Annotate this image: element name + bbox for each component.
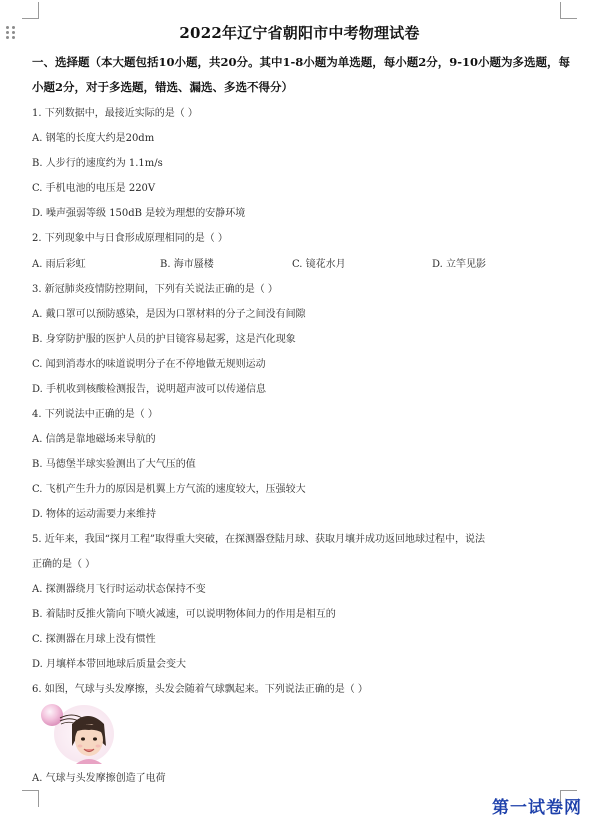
question-4-option-b: B. 马德堡半球实验测出了大气压的值 — [32, 459, 196, 470]
question-2-option-c: C. 镜花水月 — [292, 259, 346, 270]
question-4-stem: 4. 下列说法中正确的是（ ） — [32, 409, 158, 420]
watermark-logo: 第一试卷网 — [492, 798, 582, 818]
question-4-option-c: C. 飞机产生升力的原因是机翼上方气流的速度较大，压强较大 — [32, 484, 306, 495]
question-5-option-d: D. 月壤样本带回地球后质量会变大 — [32, 659, 187, 670]
question-4-option-a: A. 信鸽是靠地磁场来导航的 — [32, 434, 156, 445]
question-1-option-b: B. 人步行的速度约为 1.1m/s — [32, 158, 163, 169]
question-6-stem: 6. 如图，气球与头发摩擦，头发会随着气球飘起来。下列说法正确的是（ ） — [32, 684, 368, 695]
question-5-option-b: B. 着陆时反推火箭向下喷火减速，可以说明物体间力的作用是相互的 — [32, 609, 336, 620]
question-2-option-b: B. 海市蜃楼 — [160, 259, 214, 270]
question-6-option-a: A. 气球与头发摩擦创造了电荷 — [32, 773, 166, 784]
question-5-option-c: C. 探测器在月球上没有惯性 — [32, 634, 156, 645]
corner-mark-bottom-left — [22, 790, 39, 807]
question-3-option-a: A. 戴口罩可以预防感染，是因为口罩材料的分子之间没有间隙 — [32, 309, 306, 320]
question-1-stem: 1. 下列数据中，最接近实际的是（ ） — [32, 108, 198, 119]
question-4-option-d: D. 物体的运动需要力来维持 — [32, 509, 157, 520]
question-1-option-a: A. 钢笔的长度大约是20dm — [32, 133, 155, 144]
page-title: 2022年辽宁省朝阳市中考物理试卷 — [179, 24, 420, 42]
question-1-option-c: C. 手机电池的电压是 220V — [32, 183, 156, 194]
question-1-option-d: D. 噪声强弱等级 150dB 是较为理想的安静环境 — [32, 208, 246, 219]
question-3-option-d: D. 手机收到核酸检测报告，说明超声波可以传递信息 — [32, 384, 267, 395]
question-2-stem: 2. 下列现象中与日食形成原理相同的是（ ） — [32, 233, 228, 244]
question-5-stem-line-1: 5. 近年来，我国“探月工程”取得重大突破，在探测器登陆月球、获取月壤并成功返回地球过程中，说法 — [32, 534, 485, 545]
question-2-option-a: A. 雨后彩虹 — [32, 259, 86, 270]
question-3-option-c: C. 闻到消毒水的味道说明分子在不停地做无规则运动 — [32, 359, 266, 370]
corner-mark-top-left — [22, 2, 39, 19]
balloon-hair-illustration — [38, 702, 116, 764]
question-5-stem-line-2: 正确的是（ ） — [32, 559, 96, 570]
section-heading: 一、选择题（本大题包括10小题，共20分。其中1-8小题为单选题，每小题2分，9-10小题为多选题，每小题2分，对于多选题，错选、漏选、多选不得分） — [32, 55, 571, 94]
question-3-stem: 3. 新冠肺炎疫情防控期间，下列有关说法正确的是（ ） — [32, 284, 278, 295]
question-5-option-a: A. 探测器绕月飞行时运动状态保持不变 — [32, 584, 206, 595]
question-2-option-d: D. 立竿见影 — [432, 259, 487, 270]
question-3-option-b: B. 身穿防护服的医护人员的护目镜容易起雾，这是汽化现象 — [32, 334, 296, 345]
corner-mark-top-right — [560, 2, 577, 19]
